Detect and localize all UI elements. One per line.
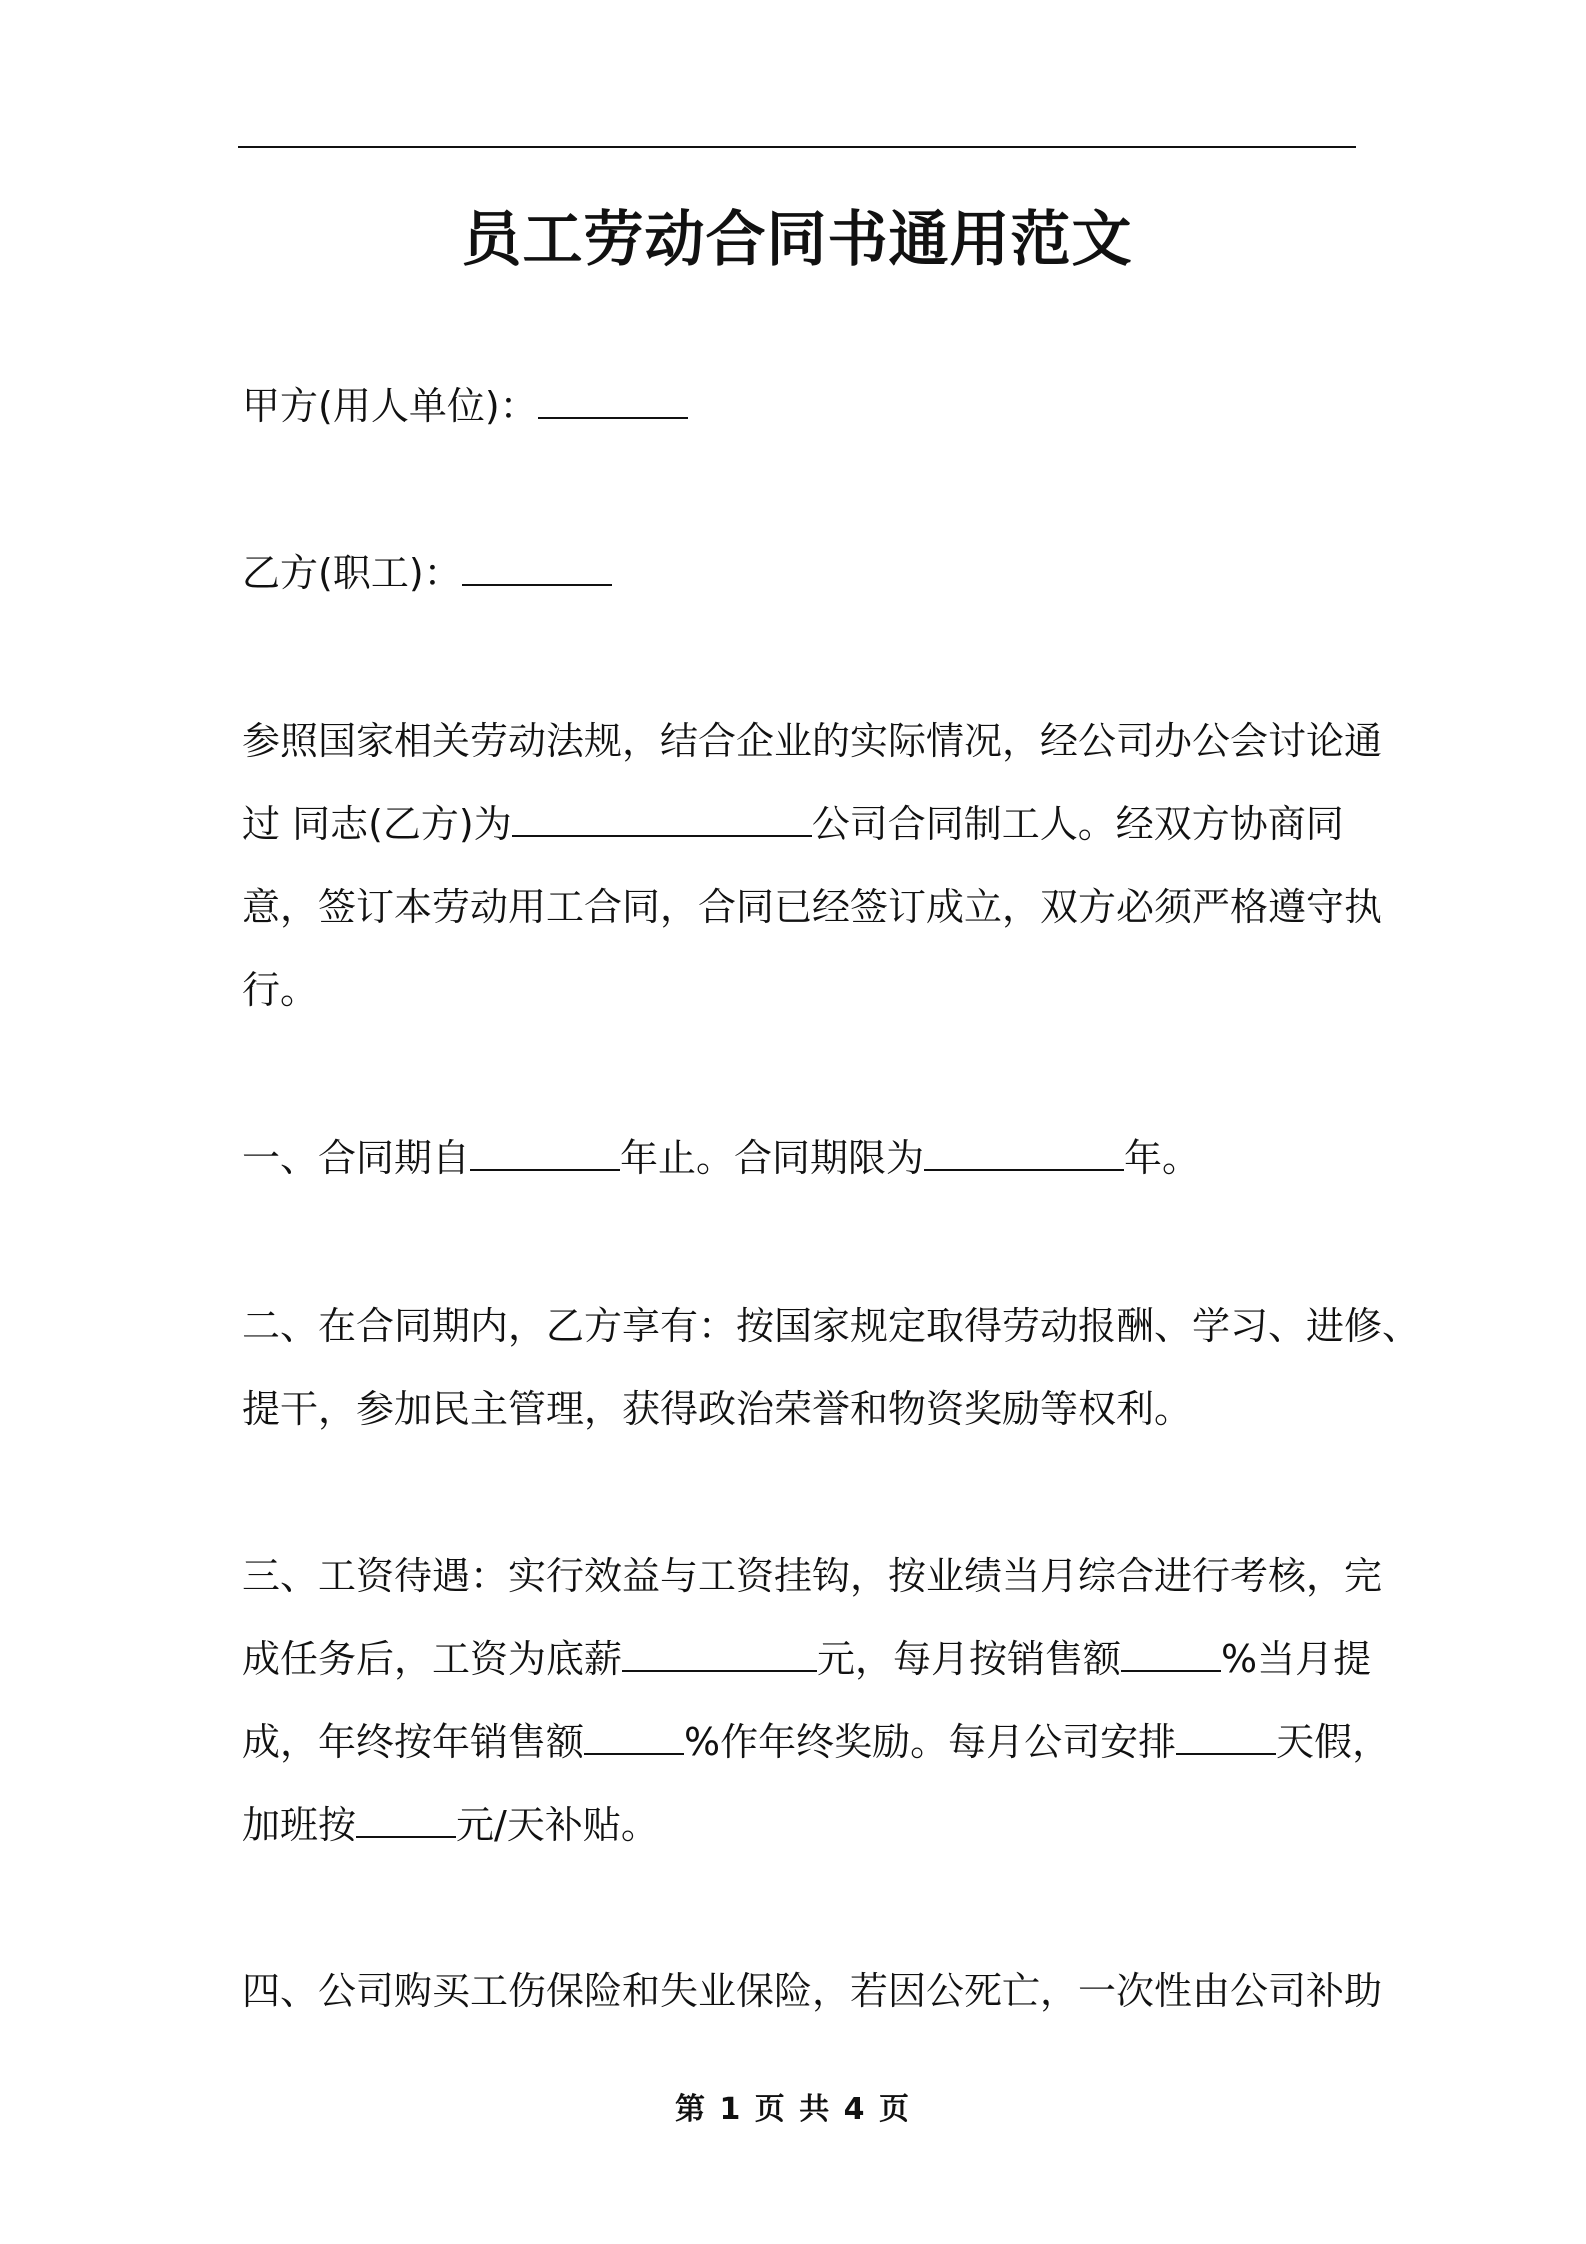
- clause-2-line-1: 二、在合同期内，乙方享有：按国家规定取得劳动报酬、学习、进修、: [242, 1304, 1421, 1348]
- intro-line-2: [242, 783, 1372, 866]
- party-a-blank: [538, 385, 688, 419]
- clause-3-line-3-text-a: 成，年终按年销售额: [242, 1720, 585, 1764]
- clause-1-text-b: 年止。合同期限为: [620, 1136, 925, 1180]
- intro-line-2-text-a: 过 同志(乙方)为: [242, 802, 512, 846]
- annual-bonus-blank: [584, 1721, 684, 1755]
- clause-3: [242, 1535, 1391, 1867]
- intro-line-2-text-b: 公司合同制工人。经双方协商同: [811, 802, 1344, 846]
- page-number: 第 1 页 共 4 页: [675, 2092, 911, 2127]
- party-a-label: 甲方(用人单位)：: [242, 384, 538, 428]
- clause-3-line-1: 三、工资待遇：实行效益与工资挂钩，按业绩当月综合进行考核，完: [242, 1554, 1383, 1598]
- clause-4: [242, 1950, 1383, 2033]
- leave-days-blank: [1176, 1721, 1276, 1755]
- intro-line-4: 行。: [242, 968, 319, 1012]
- clause-3-line-2-text-c: %当月提: [1221, 1637, 1372, 1681]
- header-rule: [238, 146, 1356, 148]
- clause-1: [242, 1117, 1372, 1200]
- clause-3-line-3: [242, 1701, 1391, 1784]
- party-b-line: [242, 532, 1372, 615]
- clause-2: [242, 1285, 1421, 1451]
- clause-3-line-3-text-c: 天假，: [1276, 1720, 1391, 1764]
- intro-paragraph: [242, 700, 1383, 1032]
- party-b-label: 乙方(职工)：: [242, 551, 462, 595]
- party-a-line: [242, 365, 1372, 448]
- clause-3-line-2: [242, 1618, 1372, 1701]
- company-name-blank: [512, 803, 812, 837]
- clause-1-text-c: 年。: [1124, 1136, 1201, 1180]
- clause-3-line-4-text-a: 加班按: [242, 1803, 357, 1847]
- clause-3-line-4-text-b: 元/天补贴。: [456, 1803, 659, 1847]
- document-title: 员工劳动合同书通用范文: [461, 205, 1133, 275]
- contract-term-blank: [924, 1137, 1124, 1171]
- party-b-blank: [462, 552, 612, 586]
- contract-start-blank: [470, 1137, 620, 1171]
- clause-3-line-3-text-b: %作年终奖励。每月公司安排: [684, 1720, 1177, 1764]
- base-salary-blank: [622, 1638, 817, 1672]
- clause-3-line-2-text-a: 成任务后，工资为底薪: [242, 1637, 623, 1681]
- intro-line-1: 参照国家相关劳动法规，结合企业的实际情况，经公司办公会讨论通: [242, 719, 1383, 763]
- clause-3-line-4: [242, 1784, 1372, 1867]
- clause-1-text-a: 一、合同期自: [242, 1136, 471, 1180]
- monthly-commission-blank: [1121, 1638, 1221, 1672]
- clause-3-line-2-text-b: 元，每月按销售额: [817, 1637, 1122, 1681]
- intro-line-3: 意，签订本劳动用工合同，合同已经签订成立，双方必须严格遵守执: [242, 885, 1383, 929]
- clause-2-line-2: 提干，参加民主管理，获得政治荣誉和物资奖励等权利。: [242, 1387, 1193, 1431]
- clause-4-line-1: 四、公司购买工伤保险和失业保险，若因公死亡，一次性由公司补助: [242, 1969, 1383, 2013]
- overtime-pay-blank: [356, 1804, 456, 1838]
